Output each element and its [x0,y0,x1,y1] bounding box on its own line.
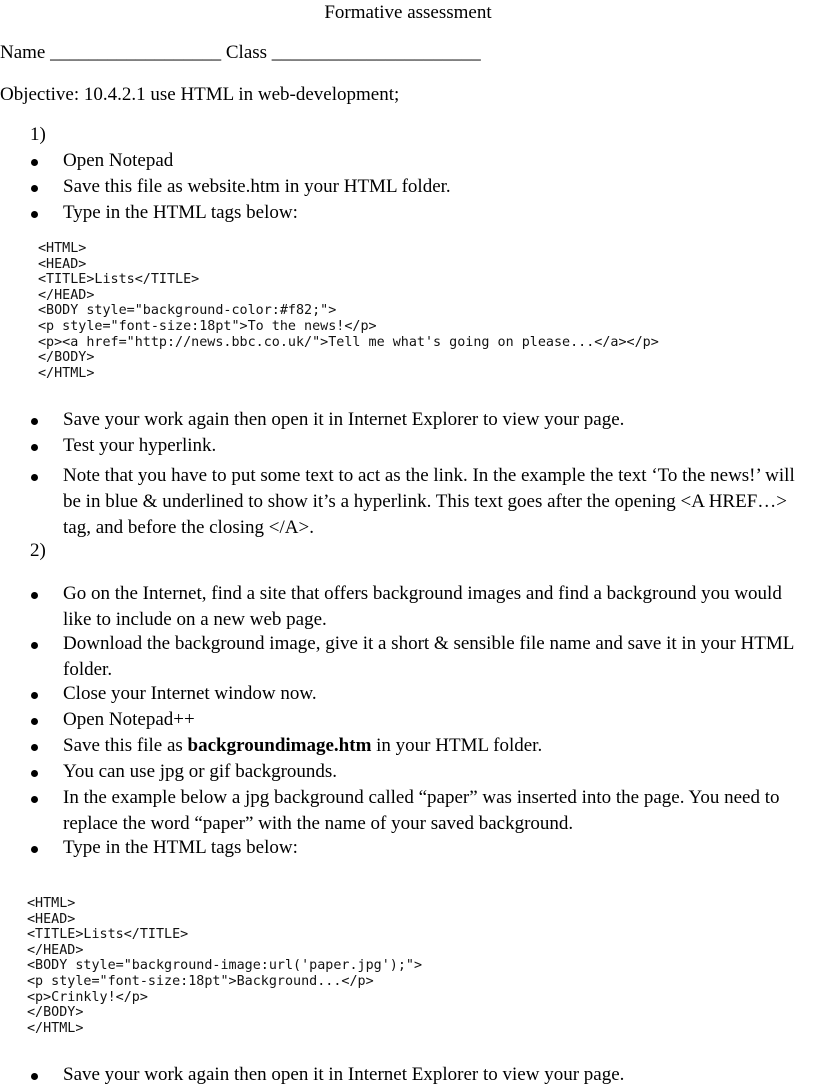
list-item: Open Notepad++ [63,709,195,730]
list-item: Save your work again then open it in Internet Explorer to view your page. [63,1064,625,1085]
bullet-dot [31,444,38,451]
list-item: Save this file as website.htm in your HTML folder. [63,176,451,197]
list-item: Download the background image, give it a short & sensible file name and save it in your HTML folder. [63,633,794,680]
code-line: <TITLE>Lists</TITLE> [38,272,200,288]
code-line: </HTML> [38,365,95,381]
list-item: Save your work again then open it in Internet Explorer to view your page. [63,409,625,430]
page-title: Formative assessment [324,2,492,23]
code-sample-1 [38,241,659,381]
list-item: In the example below a jpg background called “paper” was inserted into the page. You need to replace the word “paper” with the name of your saved background. [63,787,780,834]
code-line: <HTML> [27,896,76,911]
bullet-dot [31,1073,38,1080]
list-item: Type in the HTML tags below: [63,202,298,223]
list-item: Close your Internet window now. [63,683,317,704]
code-line: <HEAD> [38,256,87,272]
list-item: Open Notepad [63,150,174,171]
code-line: </BODY> [38,350,95,366]
section-1-number: 1) [30,124,46,145]
name-class-line: Name __________________ Class ______________________ [0,42,481,63]
bullet-dot [31,846,38,853]
code-line: </HEAD> [38,287,95,303]
list-item: Test your hyperlink. [63,435,217,456]
bullet-dot [31,692,38,699]
code-line: </HTML> [27,1020,84,1036]
code-line: </HEAD> [27,942,84,958]
code-line: <HEAD> [27,911,76,927]
bullet-dot [31,642,38,649]
list-item [63,733,808,759]
code-line: <TITLE>Lists</TITLE> [27,927,189,943]
bullet-dot [31,474,38,481]
bullet-dot [31,770,38,777]
code-line: <HTML> [38,241,87,256]
bullet-dot [31,592,38,599]
section-2-number: 2) [30,540,46,561]
code-line: </BODY> [27,1005,84,1021]
list-item: Note that you have to put some text to act as the link. In the example the text ‘To the news!’ will be in blue & underlined to show it’s a hyperlink. This text goes after the opening <A HREF…> tag, and before the closing </A>. [63,465,795,538]
code-sample-2 [27,896,422,1036]
bullet-dot [31,796,38,803]
code-line: <p><a href="http://news.bbc.co.uk/">Tell me what's going on please...</a></p> [38,334,659,350]
code-line: <p style="font-size:18pt">To the news!</p> [38,318,377,334]
bullet-dot [31,418,38,425]
save-text-prefix: Save this file as [63,735,188,756]
objective: Objective: 10.4.2.1 use HTML in web-development; [0,84,400,105]
save-filename: backgroundimage.htm [187,735,372,756]
bullet-dot [31,718,38,725]
list-item: You can use jpg or gif backgrounds. [63,761,338,782]
bullet-dot [31,211,38,218]
list-item: Type in the HTML tags below: [63,837,298,858]
bullet-dot [31,159,38,166]
bullet-dot [31,185,38,192]
code-line: <BODY style="background-color:#f82;"> [38,303,337,319]
code-line: <p>Crinkly!</p> [27,989,148,1005]
code-line: <BODY style="background-image:url('paper.jpg');"> [27,958,423,974]
list-item: Go on the Internet, find a site that offers background images and find a background you would like to include on a new web page. [63,583,782,630]
code-line: <p style="font-size:18pt">Background...</p> [27,973,374,989]
bullet-dot [31,744,38,751]
save-text-suffix: in your HTML folder. [371,735,543,756]
